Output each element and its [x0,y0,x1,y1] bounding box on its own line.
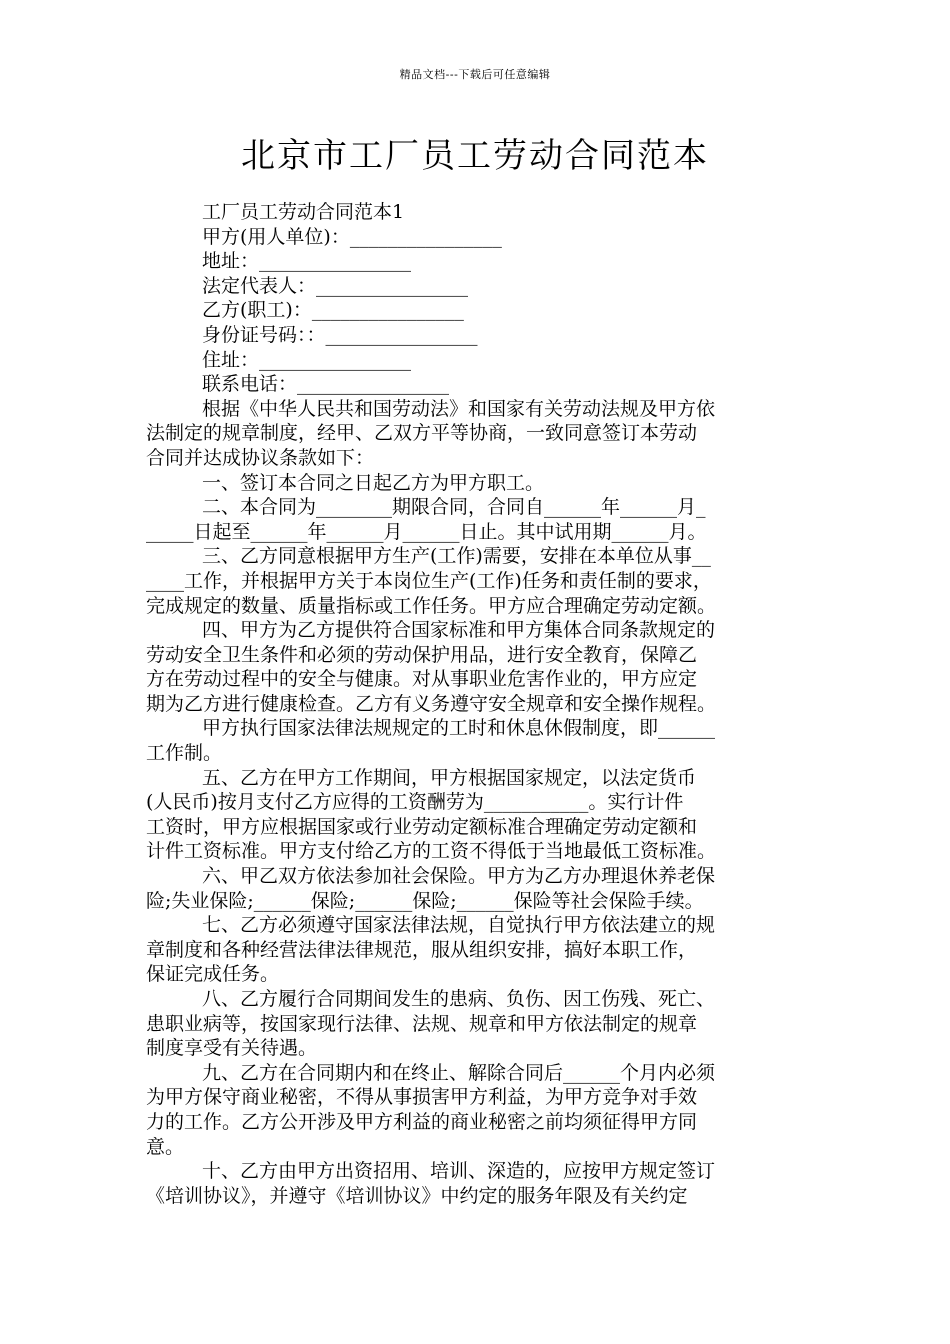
field-label: 住址： [202,348,260,371]
document-title: 北京市工厂员工劳动合同范本 [241,136,709,176]
text-line: 章制度和各种经营法律法律规范，服从组织安排，搞好本职工作， [146,938,698,961]
field-label: 联系电话： [202,373,298,396]
text-line: 期为乙方进行健康检查。乙方有义务遵守安全规章和安全操作规程。 [146,692,717,715]
field-blank: ________________ [325,323,478,346]
field-blank: ________________ [297,373,450,396]
field-blank: ________________ [316,274,469,297]
header-note: 精品文档---下载后可任意编辑 [399,68,551,81]
text-line: 制度享受有关待遇。 [146,1037,318,1060]
text-line: 七、乙方必须遵守国家法律法规，自觉执行甲方依法建立的规 [202,914,716,937]
text-line: 方在劳动过程中的安全与健康。对从事职业危害作业的，甲方应定 [146,668,698,691]
text-line: 三、乙方同意根据甲方生产(工作)需要，安排在本单位从事__ [202,545,711,568]
field-employee [146,298,808,323]
text-line: 保证完成任务。 [146,963,280,986]
text-line: 工资时，甲方应根据国家或行业劳动定额标准合理确定劳动定额和 [146,815,698,838]
text-line: 意。 [146,1135,185,1158]
text-line: (人民币)按月支付乙方应得的工资酬劳为___________。实行计件 [146,791,684,814]
text-line: 法制定的规章制度，经甲、乙双方平等协商，一致同意签订本劳动 [146,422,698,445]
text-line: 患职业病等，按国家现行法律、法规、规章和甲方依法制定的规章 [146,1012,698,1035]
text-line: 六、甲乙双方依法参加社会保险。甲方为乙方办理退休养老保 [202,865,716,888]
subtitle: 工厂员工劳动合同范本1 [202,201,405,223]
field-address [146,249,808,274]
text-line: 甲方执行国家法律法规规定的工时和休息休假制度，即______ [202,717,716,740]
text-line: 四、甲方为乙方提供符合国家标准和甲方集体合同条款规定的 [202,619,716,642]
field-label: 身份证号码：： [202,323,326,346]
text-line: 十、乙方由甲方出资招用、培训、深造的，应按甲方规定签订 [202,1160,716,1183]
text-line: 完成规定的数量、质量指标或工作任务。甲方应合理确定劳动定额。 [146,594,717,617]
text-line: 为甲方保守商业秘密，不得从事损害甲方利益，为甲方竞争对手效 [146,1086,698,1109]
text-line: 计件工资标准。甲方支付给乙方的工资不得低于当地最低工资标准。 [146,840,717,863]
field-label: 乙方(职工)： [202,299,312,322]
field-id-number [146,323,808,348]
text-line: 一、签订本合同之日起乙方为甲方职工。 [202,471,545,494]
text-line: 八、乙方履行合同期间发生的患病、负伤、因工伤残、死亡、 [202,988,716,1010]
text-line: 工作制。 [146,742,223,765]
text-line: 五、乙方在甲方工作期间，甲方根据国家规定，以法定货币 [202,766,697,789]
text-line: 劳动安全卫生条件和必须的劳动保护用品，进行安全教育，保障乙 [146,643,698,666]
field-legal-rep [146,274,808,299]
text-line: 《培训协议》，并遵守《培训协议》中约定的服务年限及有关约定 [146,1184,688,1207]
text-line: 险;失业保险;______保险;______保险;______保险等社会保险手续。 [146,889,704,912]
text-line: ____工作，并根据甲方关于本岗位生产(工作)任务和责任制的要求， [146,569,712,592]
field-employer [146,225,808,250]
text-line: 力的工作。乙方公开涉及甲方利益的商业秘密之前均须征得甲方同 [146,1110,698,1133]
document-body [146,200,808,1208]
field-blank: ________________ [349,225,502,248]
field-blank: ________________ [259,250,412,273]
text-line: 根据《中华人民共和国劳动法》和国家有关劳动法规及甲方依 [202,397,716,420]
text-line: 九、乙方在合同期内和在终止、解除合同后______个月内必须 [202,1061,716,1084]
field-blank: ________________ [259,348,412,371]
field-blank: ________________ [311,299,464,322]
text-line: 合同并达成协议条款如下： [146,446,375,469]
field-label: 法定代表人： [202,274,317,297]
text-line: 二、本合同为________期限合同，合同自______年______月_ [202,496,706,519]
field-residence [146,348,808,373]
field-label: 地址： [202,250,260,273]
text-line: _____日起至______年______月______日止。其中试用期______月。 [146,520,707,543]
field-label: 甲方(用人单位)： [202,225,350,248]
field-phone [146,372,808,397]
